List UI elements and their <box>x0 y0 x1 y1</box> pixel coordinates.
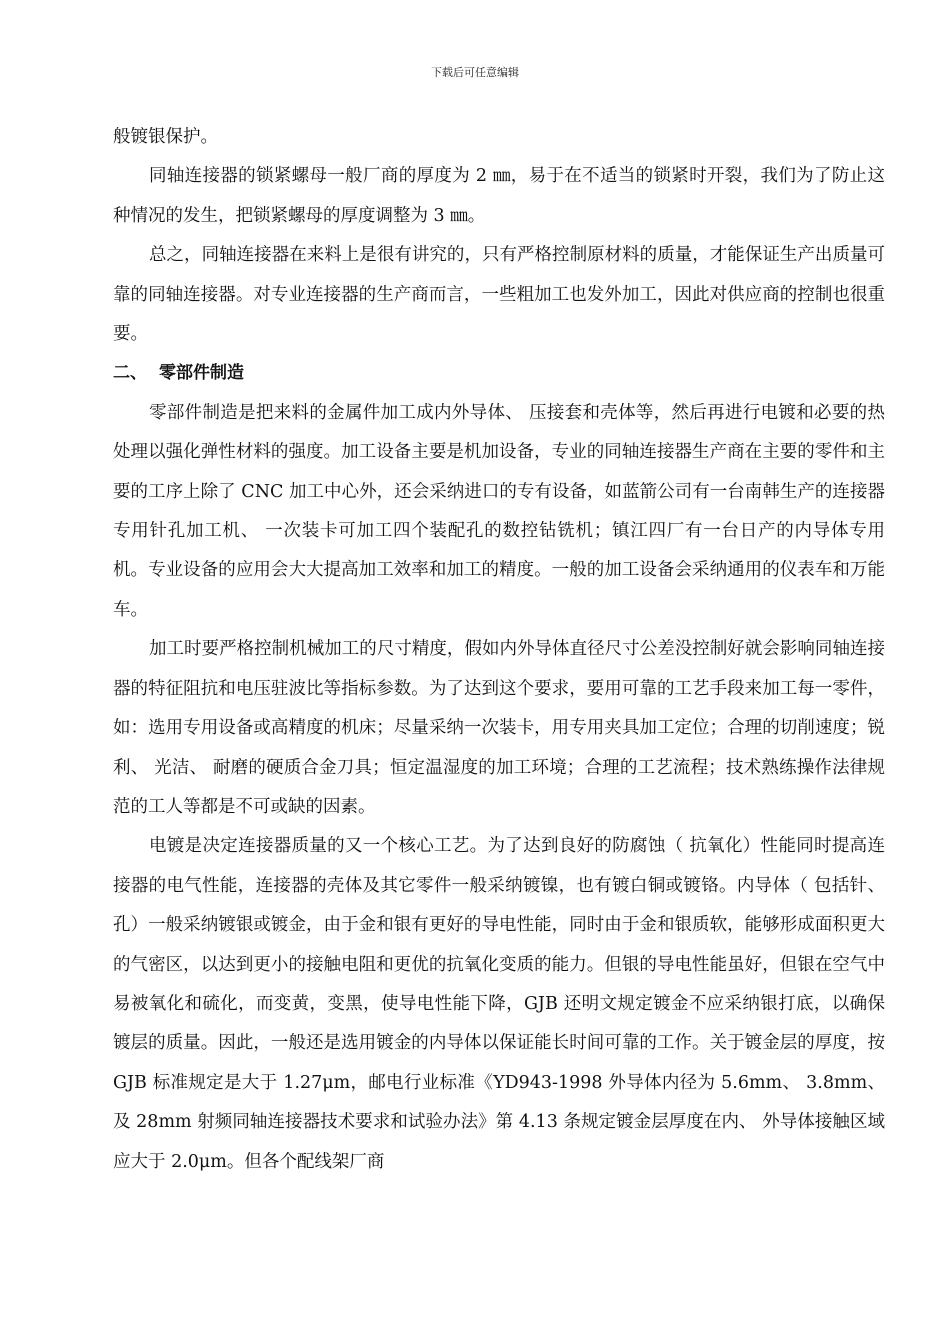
paragraph-parts-manufacturing: 零部件制造是把来料的金属件加工成内外导体、 压接套和壳体等，然后再进行电镀和必要的热处理以强化弹性材料的强度。加工设备主要是机加设备，专业的同轴连接器生产商在主要的零件和主要的工序上除了 CNC 加工中心外，还会采纳进口的专有设备，如蓝箭公司有一台南韩生产的连接器专用针孔加工机、 一次装卡可加工四个装配孔的数控钻铣机；镇江四厂有一台日产的内导体专用机。专业设备的应用会大大提高加工效率和加工的精度。一般的加工设备会采纳通用的仪表车和万能车。 <box>113 402 885 620</box>
paragraph-electroplating: 电镀是决定连接器质量的又一个核心工艺。为了达到良好的防腐蚀（ 抗氧化）性能同时提高连接器的电气性能，连接器的壳体及其它零件一般采纳镀镍，也有镀白铜或镀铬。内导体（ 包括针、 孔）一般采纳镀银或镀金，由于金和银有更好的导电性能，同时由于金和银质软，能够形成面积更大的气密区，以达到更小的接触电阻和更优的抗氧化变质的能力。但银的导电性能虽好，但银在空气中易被氧化和硫化，而变黄，变黑，使导电性能下降，GJB 还明文规定镀金不应采纳银打底，以确保镀层的质量。因此，一般还是选用镀金的内导体以保证能长时间可靠的工作。关于镀金层的厚度，按 GJB 标准规定是大于 1.27μm，邮电行业标准《YD943-1998 外导体内径为 5.6mm、 3.8mm、 及 28mm 射频同轴连接器技术要求和试验办法》第 4.13 条规定镀金层厚度在内、 外导体接触区域应大于 2.0μm。但各个配线架厂商 <box>113 836 885 1172</box>
paragraph-summary: 总之，同轴连接器在来料上是很有讲究的，只有严格控制原材料的质量，才能保证生产出质量可靠的同轴连接器。对专业连接器的生产商而言，一些粗加工也发外加工，因此对供应商的控制也很重要。 <box>113 245 885 345</box>
paragraph-continued: 般镀银保护。 <box>113 127 218 147</box>
section-number: 二、 <box>113 363 147 384</box>
section-title: 零部件制造 <box>159 363 244 384</box>
page-header: 下载后可任意编辑 <box>431 66 519 79</box>
paragraph-lock-nut: 同轴连接器的锁紧螺母一般厂商的厚度为 2 ㎜，易于在不适当的锁紧时开裂，我们为了防止这种情况的发生，把锁紧螺母的厚度调整为 3 ㎜。 <box>113 166 885 226</box>
document-body <box>113 118 885 1182</box>
section-heading <box>113 354 885 393</box>
paragraph-precision: 加工时要严格控制机械加工的尺寸精度，假如内外导体直径尺寸公差没控制好就会影响同轴连接器的特征阻抗和电压驻波比等指标参数。为了达到这个要求，要用可靠的工艺手段来加工每一零件，如：选用专用设备或高精度的机床；尽量采纳一次装卡，用专用夹具加工定位；合理的切削速度；锐利、 光洁、 耐磨的硬质合金刀具；恒定温湿度的加工环境；合理的工艺流程；技术熟练操作法律规范的工人等都是不可或缺的因素。 <box>113 639 885 817</box>
